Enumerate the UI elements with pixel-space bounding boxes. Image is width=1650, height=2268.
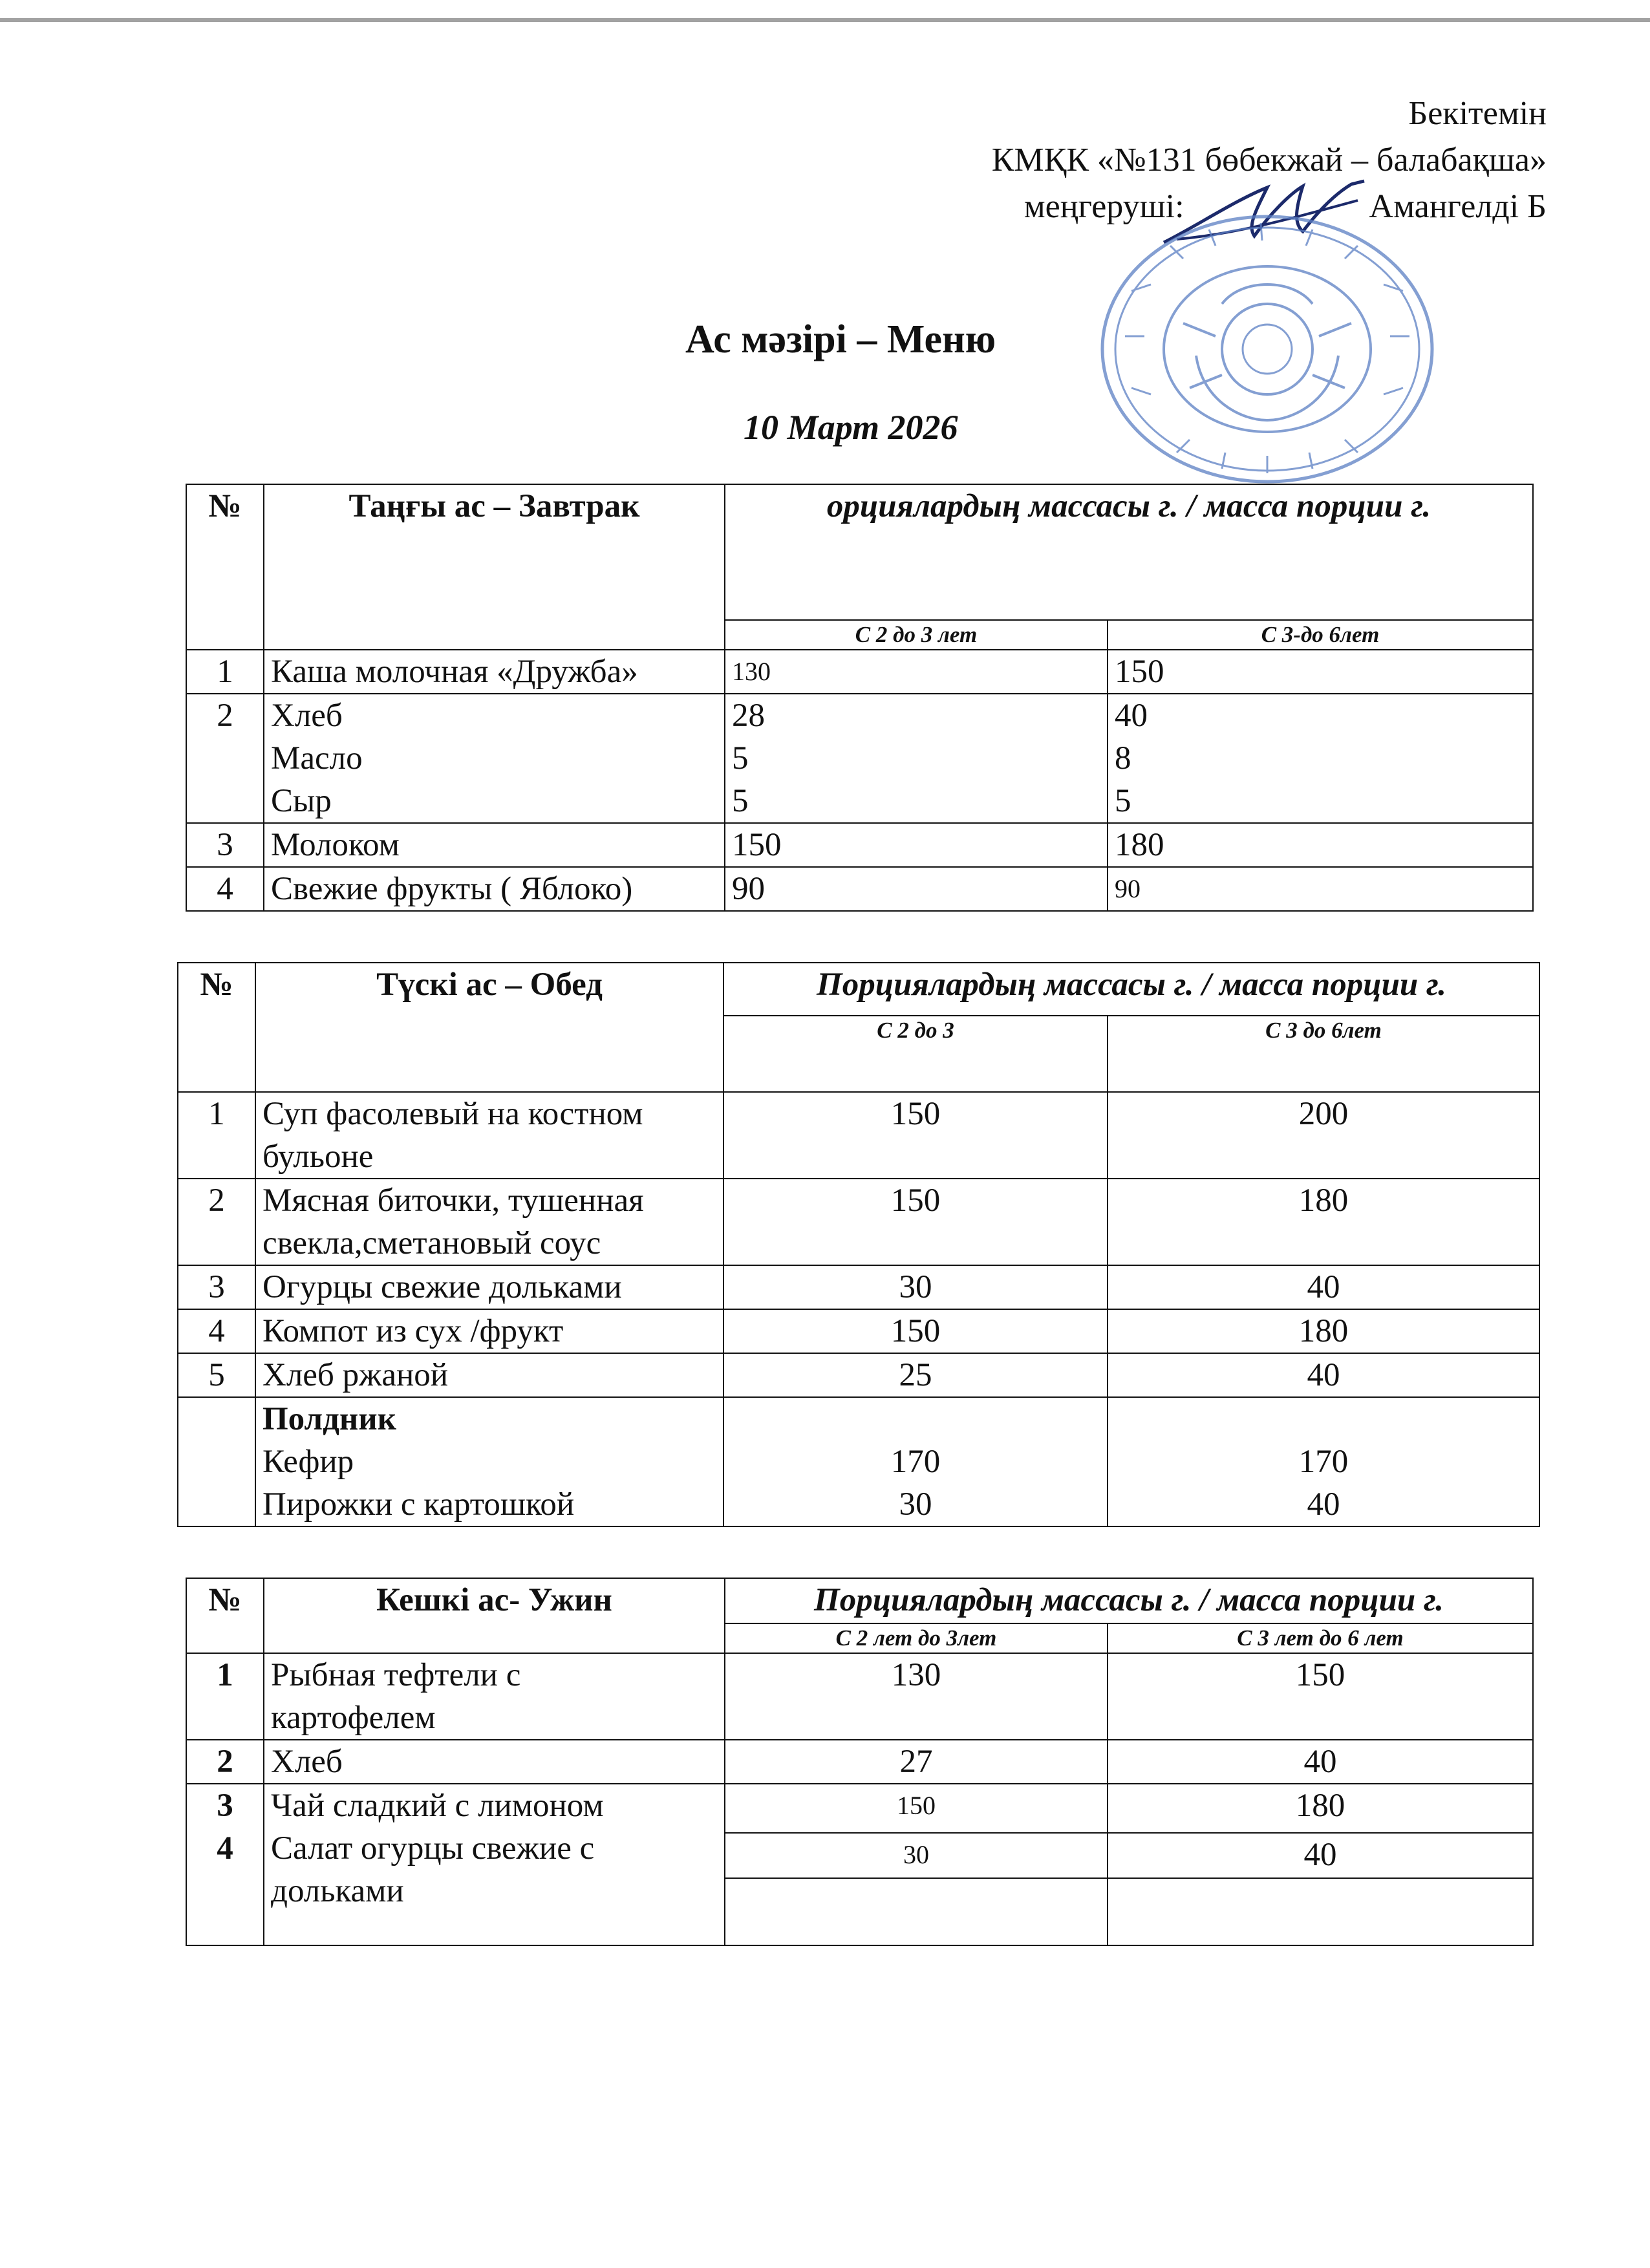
page-title: Ас мәзірі – Меню <box>685 317 996 361</box>
dinner-age-2: С 3 лет до 6 лет <box>1108 1623 1533 1653</box>
lunch-col-mass: Порциялардың массасы г. / масса порции г. <box>723 963 1539 1016</box>
breakfast-table <box>186 484 1534 912</box>
approval-line-2: КМҚК «№131 бөбекжай – балабақша» <box>991 142 1547 178</box>
breakfast-header-row <box>186 484 1533 620</box>
table-row: 1 Рыбная тефтели с картофелем 130 150 <box>186 1653 1533 1740</box>
breakfast-age-2: С 3-до 6лет <box>1108 620 1533 650</box>
table-row: 2 Хлеб 27 40 <box>186 1740 1533 1784</box>
approval-name: Амангелді Б <box>1369 188 1547 225</box>
table-row: 4 Свежие фрукты ( Яблоко) 90 90 <box>186 867 1533 911</box>
snack-title: Полдник <box>262 1401 397 1437</box>
breakfast-age-1: С 2 до 3 лет <box>725 620 1108 650</box>
table-row: 4 Компот из сух /фрукт 150 180 <box>178 1309 1539 1353</box>
dinner-col-mass: Порциялардың массасы г. / масса порции г. <box>725 1578 1533 1623</box>
breakfast-col-mass: орциялардың массасы г. / масса порции г. <box>725 484 1533 620</box>
approval-position: меңгеруші: <box>1023 188 1184 225</box>
table-row: 3 Огурцы свежие дольками 30 40 <box>178 1265 1539 1309</box>
official-stamp-icon <box>1093 207 1442 491</box>
dinner-age-1: С 2 лет до 3лет <box>725 1623 1108 1653</box>
breakfast-col-no: № <box>186 484 264 650</box>
table-row: 1 Каша молочная «Дружба» 130 150 <box>186 650 1533 694</box>
breakfast-col-name: Таңғы ас – Завтрак <box>264 484 725 650</box>
dinner-col-name: Кешкі ас- Ужин <box>264 1578 725 1653</box>
dinner-col-no: № <box>186 1578 264 1653</box>
table-row: 5 Хлеб ржаной 25 40 <box>178 1353 1539 1397</box>
dinner-table <box>186 1578 1534 1946</box>
snack-row: Полдник Кефир Пирожки с картошкой 170 30 170 40 <box>178 1397 1539 1526</box>
table-row: 3 4 Чай сладкий с лимоном Салат огурцы свежие с дольками 150 180 <box>186 1784 1533 1833</box>
lunch-age-1: С 2 до 3 <box>723 1016 1108 1092</box>
table-row: 2 Мясная биточки, тушенная свекла,сметановый соус 150 180 <box>178 1179 1539 1265</box>
menu-date: 10 Март 2026 <box>744 408 958 447</box>
table-row: 2 Хлеб Масло Сыр 28 5 5 40 8 5 <box>186 694 1533 823</box>
table-row: 30 40 <box>186 1833 1533 1878</box>
lunch-col-no: № <box>178 963 255 1092</box>
table-row: 1 Суп фасолевый на костном бульоне 150 200 <box>178 1092 1539 1179</box>
scan-edge <box>0 18 1650 22</box>
lunch-header-row <box>178 963 1539 1016</box>
lunch-age-2: С 3 до 6лет <box>1108 1016 1539 1092</box>
dinner-header-row <box>186 1578 1533 1623</box>
lunch-table <box>177 962 1540 1527</box>
approval-line-1: Бекітемін <box>1408 95 1547 132</box>
lunch-col-name: Түскі ас – Обед <box>255 963 723 1092</box>
table-row: 3 Молоком 150 180 <box>186 823 1533 867</box>
